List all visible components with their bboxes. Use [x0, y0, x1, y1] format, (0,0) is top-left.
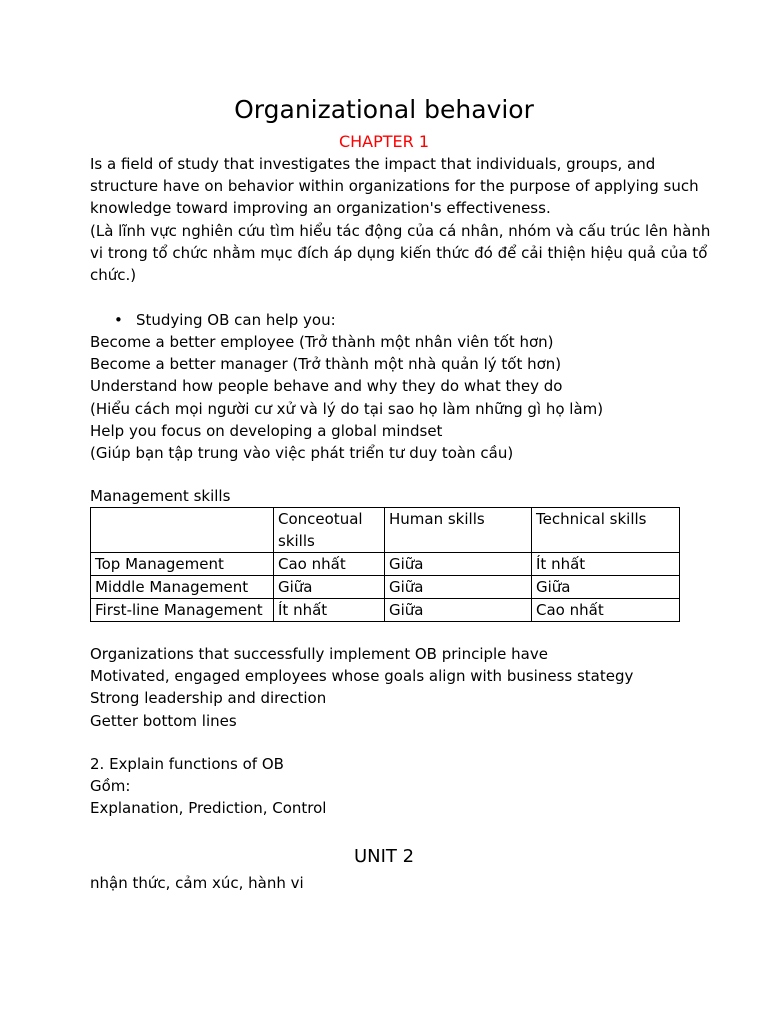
definition-line: vi trong tổ chức nhằm mục đích áp dụng kiến thức đó để cải thiện hiệu quả của tổ [90, 243, 708, 262]
management-skills-heading: Management skills [90, 487, 231, 505]
functions-line: Gồm: [90, 777, 131, 796]
success-line: Getter bottom lines [90, 711, 237, 730]
success-line: Motivated, engaged employees whose goals align with business stategy [90, 667, 634, 686]
benefit-line: Help you focus on developing a global mindset [90, 421, 443, 440]
benefit-line: (Giúp bạn tập trung vào việc phát triển tư duy toàn cầu) [90, 444, 514, 463]
table-cell: Ít nhất [532, 553, 680, 576]
table-cell: Ít nhất [274, 599, 385, 622]
bullet-icon: • [114, 311, 123, 329]
definition-paragraph [90, 153, 711, 286]
functions-paragraph [90, 753, 690, 820]
benefit-line: Understand how people behave and why they do what they do [90, 377, 563, 396]
success-paragraph [90, 643, 690, 732]
benefit-line: Become a better manager (Trở thành một nhà quản lý tốt hơn) [90, 355, 562, 374]
table-row [91, 553, 680, 576]
chapter-heading: CHAPTER 1 [338, 132, 430, 151]
table-cell: Cao nhất [532, 599, 680, 622]
unit-text: nhận thức, cảm xúc, hành vi [90, 874, 304, 892]
table-cell: Middle Management [91, 576, 274, 599]
definition-line: structure have on behavior within organizations for the purpose of applying such [90, 177, 699, 196]
success-line: Strong leadership and direction [90, 689, 327, 708]
table-header-cell: Technical skills [532, 508, 680, 553]
benefit-line: (Hiểu cách mọi người cư xử và lý do tại sao họ làm những gì họ làm) [90, 399, 604, 418]
definition-line: knowledge toward improving an organization's effectiveness. [90, 199, 551, 218]
functions-line: 2. Explain functions of OB [90, 755, 284, 773]
management-skills-table [90, 507, 680, 622]
table-header-cell: Human skills [385, 508, 532, 553]
success-line: Organizations that successfully implement OB principle have [90, 645, 548, 663]
table-cell: Giữa [385, 553, 532, 576]
definition-line: chức.) [90, 266, 137, 285]
functions-line: Explanation, Prediction, Control [90, 799, 327, 818]
table-row [91, 576, 680, 599]
benefit-line: Become a better employee (Trở thành một nhân viên tốt hơn) [90, 333, 554, 351]
table-cell: Giữa [274, 576, 385, 599]
table-header-row [91, 508, 680, 553]
table-header-cell [91, 508, 274, 553]
unit-heading: UNIT 2 [353, 846, 415, 867]
table-cell: Giữa [385, 576, 532, 599]
document-title: Organizational behavior [234, 95, 534, 124]
definition-line: Is a field of study that investigates the impact that individuals, groups, and [90, 155, 656, 173]
bullet-text: Studying OB can help you: [136, 311, 336, 329]
table-cell: Giữa [532, 576, 680, 599]
table-header-cell: Conceotual skills [274, 508, 385, 553]
definition-line: (Là lĩnh vực nghiên cứu tìm hiểu tác động của cá nhân, nhóm và cấu trúc lên hành [90, 221, 711, 240]
table-cell: Cao nhất [274, 553, 385, 576]
table-cell: Giữa [385, 599, 532, 622]
table-row [91, 599, 680, 622]
table-cell: First-line Management [91, 599, 274, 622]
table-cell: Top Management [91, 553, 274, 576]
benefits-list [90, 331, 690, 464]
